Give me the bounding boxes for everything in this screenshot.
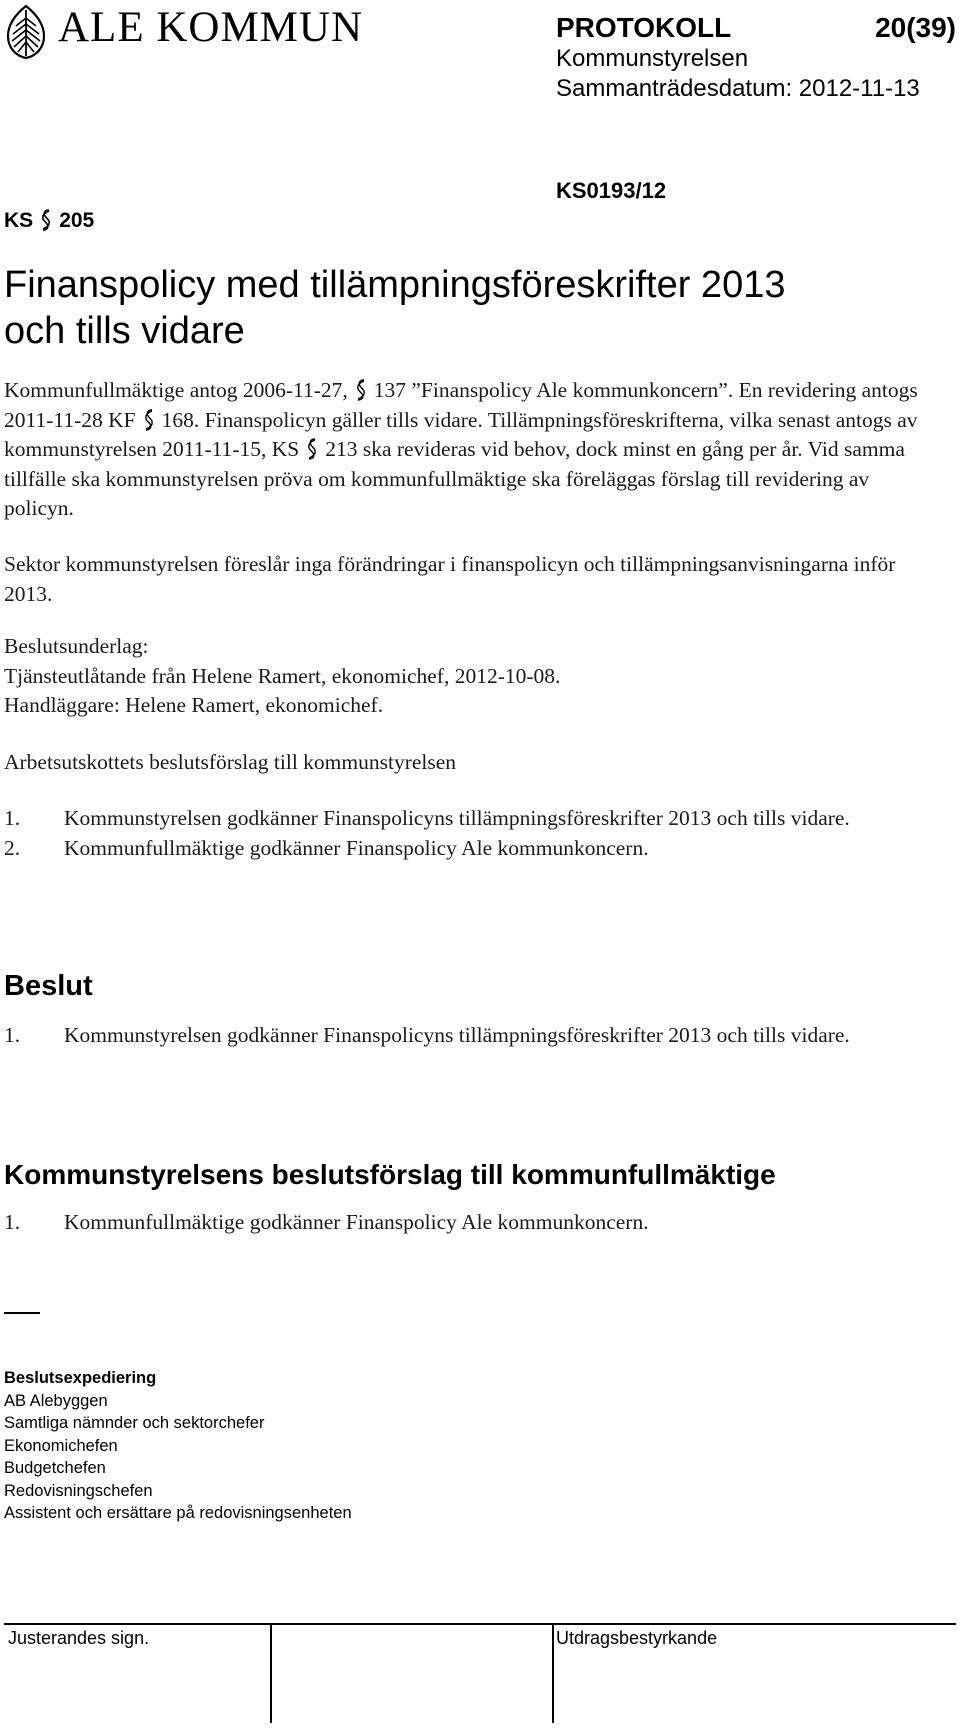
ks-number: 205 xyxy=(59,209,95,232)
ks-proposal-list xyxy=(4,1208,944,1238)
text-segment: 213 ska revideras vid behov, dock minst en gång per år. Vid samma tillfälle ska kommunstyrelsen pröva om kommunfullmäktige ska föreläggas förslag till revidering av policyn. xyxy=(4,437,905,520)
decision-basis xyxy=(4,632,944,721)
doc-type: PROTOKOLL xyxy=(556,12,732,43)
recipient: Ekonomichefen xyxy=(4,1436,118,1455)
footer-column-divider xyxy=(270,1623,272,1723)
text-segment: 137 ”Finanspolicy Ale kommunkoncern”. En revidering antogs 2011-11-28 KF xyxy=(4,378,918,432)
extract-certification-label: Utdragsbestyrkande xyxy=(556,1628,718,1648)
page-number: 20(39) xyxy=(875,12,956,43)
meeting-date: Sammanträdesdatum: 2012-11-13 xyxy=(556,75,920,102)
committee-name: Kommunstyrelsen xyxy=(556,45,749,72)
case-number: KS0193/12 xyxy=(556,178,667,203)
page-title xyxy=(4,262,944,354)
background-paragraph xyxy=(4,376,944,524)
list-number: 1. xyxy=(4,1210,21,1234)
list-number: 1. xyxy=(4,806,21,830)
basis-line: Handläggare: Helene Ramert, ekonomichef. xyxy=(4,693,384,717)
list-text: Kommunfullmäktige godkänner Finanspolicy Ale kommunkoncern. xyxy=(64,1210,649,1234)
recipient: Redovisningschefen xyxy=(4,1481,153,1500)
ks-paragraph-ref xyxy=(4,208,94,233)
distribution-list xyxy=(4,1367,352,1525)
list-item xyxy=(4,1021,944,1051)
basis-label: Beslutsunderlag: xyxy=(4,634,149,658)
au-proposal-list xyxy=(4,804,944,863)
title-line: Finanspolicy med tillämpningsföreskrifter 2013 xyxy=(4,264,786,306)
decision-list xyxy=(4,1021,944,1051)
text-segment: 168. Finanspolicyn gäller tills vidare. Tillämpningsföreskrifterna, vilka senast antogs av kommunstyrelsen 2011-11-15, KS xyxy=(4,407,918,461)
ks-prefix: KS xyxy=(4,209,34,232)
sector-proposal-paragraph: Sektor kommunstyrelsen föreslår inga förändringar i finanspolicyn och tillämpningsanvisningarna inför 2013. xyxy=(4,552,896,606)
list-number: 2. xyxy=(4,835,21,860)
recipient: Budgetchefen xyxy=(4,1459,106,1477)
distribution-heading: Beslutsexpediering xyxy=(4,1369,157,1387)
title-line: och tills vidare xyxy=(4,310,245,352)
paragraph-sign-icon xyxy=(305,437,319,461)
divider xyxy=(4,1312,40,1314)
paragraph-sign-icon xyxy=(354,378,368,402)
list-text: Kommunstyrelsen godkänner Finanspolicyns tillämpningsföreskrifter 2013 och tills vidare. xyxy=(64,806,850,830)
brand-name: ALE KOMMUN xyxy=(58,4,364,51)
document-header xyxy=(556,12,956,104)
recipient: Samtliga nämnder och sektorchefer xyxy=(4,1414,265,1432)
ale-kommun-logo-icon xyxy=(4,4,48,60)
signature-label: Justerandes sign. xyxy=(8,1628,150,1648)
text-segment: Kommunfullmäktige antog 2006-11-27, xyxy=(4,378,348,402)
recipient: AB Alebyggen xyxy=(4,1391,108,1410)
list-text: Kommunfullmäktige godkänner Finanspolicy Ale kommunkoncern. xyxy=(64,835,649,860)
paragraph-sign-icon xyxy=(39,208,53,232)
au-proposal-heading: Arbetsutskottets beslutsförslag till kommunstyrelsen xyxy=(4,750,457,774)
basis-line: Tjänsteutlåtande från Helene Ramert, ekonomichef, 2012-10-08. xyxy=(4,663,561,688)
footer-column-divider xyxy=(552,1623,554,1723)
list-text: Kommunstyrelsen godkänner Finanspolicyns tillämpningsföreskrifter 2013 och tills vidare. xyxy=(64,1023,850,1047)
list-number: 1. xyxy=(4,1023,21,1047)
list-item xyxy=(4,804,944,834)
list-item xyxy=(4,1208,944,1238)
ks-proposal-heading: Kommunstyrelsens beslutsförslag till kommunfullmäktige xyxy=(4,1159,776,1190)
paragraph-sign-icon xyxy=(142,408,156,432)
footer-divider xyxy=(4,1623,956,1625)
recipient: Assistent och ersättare på redovisningsenheten xyxy=(4,1504,352,1522)
list-item xyxy=(4,834,944,864)
decision-heading: Beslut xyxy=(4,970,93,1002)
